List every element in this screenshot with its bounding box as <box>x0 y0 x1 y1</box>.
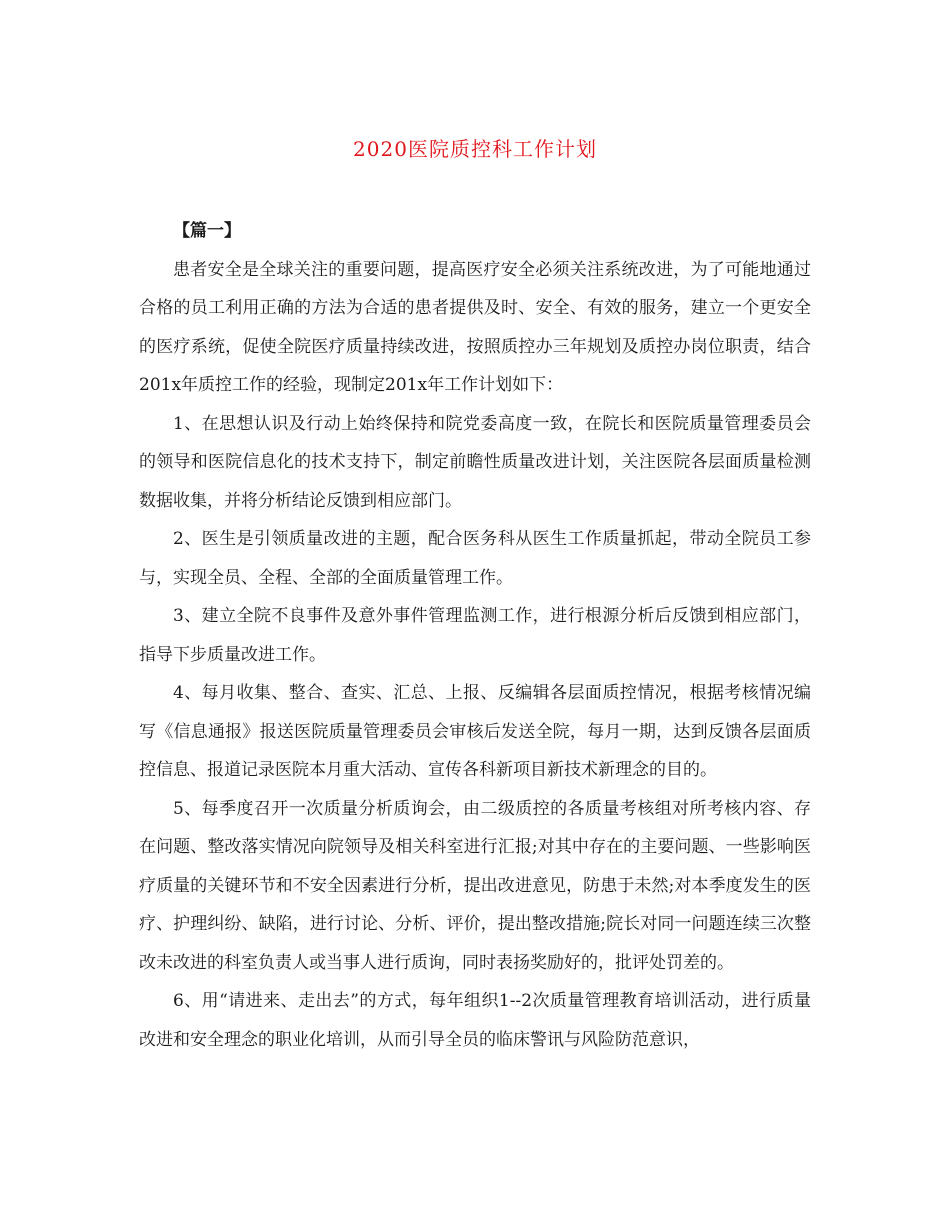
paragraph-item-5: 5、每季度召开一次质量分析质询会，由二级质控的各质量考核组对所考核内容、存在问题、整改落实情况向院领导及相关科室进行汇报;对其中存在的主要问题、一些影响医疗质量的关键环节和不安全因素进行分析，提出改进意见，防患于未然;对本季度发生的医疗、护理纠纷、缺陷，进行讨论、分析、评价，提出整改措施;院长对同一问题连续三次整改未改进的科室负责人或当事人进行质询，同时表扬奖励好的，批评处罚差的。 <box>139 798 811 973</box>
paragraph-item-6: 6、用“请进来、走出去”的方式，每年组织1--2次质量管理教育培训活动，进行质量改进和安全理念的职业化培训，从而引导全员的临床警讯与风险防范意识， <box>139 991 811 1050</box>
paragraph-item-3: 3、建立全院不良事件及意外事件管理监测工作，进行根源分析后反馈到相应部门，指导下步质量改进工作。 <box>139 606 811 665</box>
paragraph-item-1: 1、在思想认识及行动上始终保持和院党委高度一致，在院长和医院质量管理委员会的领导和医院信息化的技术支持下，制定前瞻性质量改进计划，关注医院各层面质量检测数据收集，并将分析结论反馈到相应部门。 <box>139 413 811 511</box>
document-body <box>139 212 811 1059</box>
document-title: 2020医院质控科工作计划 <box>353 137 597 161</box>
section-label: 【篇一】 <box>173 221 241 241</box>
paragraph-item-2: 2、医生是引领质量改进的主题，配合医务科从医生工作质量抓起，带动全院员工参与，实现全员、全程、全部的全面质量管理工作。 <box>139 529 811 588</box>
paragraph-item-4: 4、每月收集、整合、查实、汇总、上报、反编辑各层面质控情况，根据考核情况编写《信息通报》报送医院质量管理委员会审核后发送全院，每月一期，达到反馈各层面质控信息、报道记录医院本月重大活动、宣传各科新项目新技术新理念的目的。 <box>139 683 811 780</box>
paragraph-intro: 患者安全是全球关注的重要问题，提高医疗安全必须关注系统改进，为了可能地通过合格的员工利用正确的方法为合适的患者提供及时、安全、有效的服务，建立一个更安全的医疗系统，促使全院医疗质量持续改进，按照质控办三年规划及质控办岗位职责，结合201x年质控工作的经验，现制定201x年工作计划如下： <box>139 259 811 395</box>
